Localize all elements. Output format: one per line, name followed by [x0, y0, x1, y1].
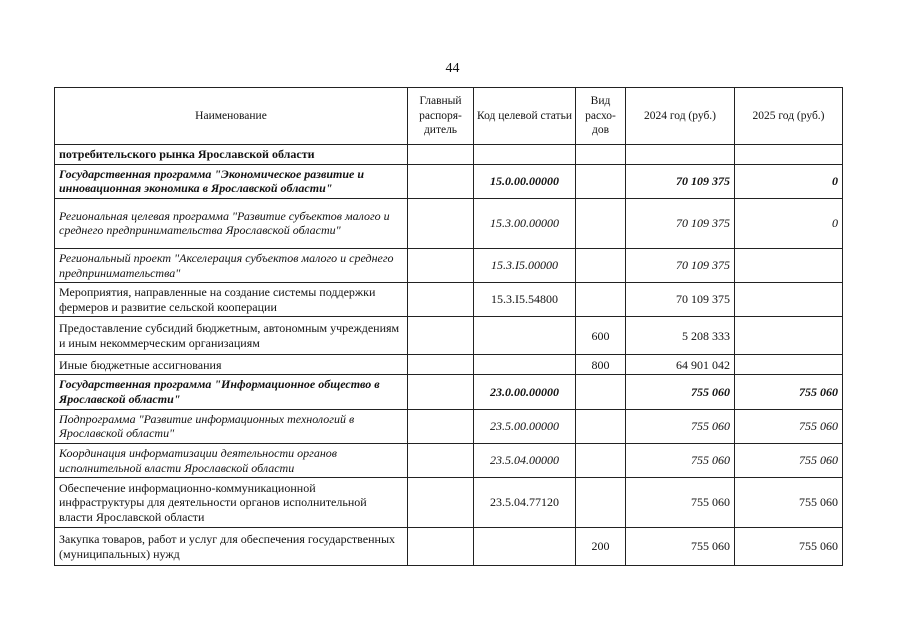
table-row: [55, 443, 843, 477]
header-type: Вид расхо-дов: [576, 88, 626, 145]
table-header-row: [55, 88, 843, 145]
cell-y2025: [735, 283, 843, 317]
cell-y2024: 70 109 375: [626, 164, 735, 198]
cell-name: Региональная целевая программа "Развитие субъектов малого и среднего предпринимательства Ярославской области": [55, 198, 408, 248]
table-row: [55, 409, 843, 443]
cell-y2024: 755 060: [626, 375, 735, 409]
cell-code: 15.3.00.00000: [474, 198, 576, 248]
cell-type: [576, 145, 626, 165]
header-2025: 2025 год (руб.): [735, 88, 843, 145]
cell-type: [576, 443, 626, 477]
table-row: [55, 375, 843, 409]
cell-y2024: 755 060: [626, 528, 735, 566]
cell-admin: [408, 248, 474, 282]
cell-name: Координация информатизации деятельности органов исполнительной власти Ярославской области: [55, 443, 408, 477]
cell-y2025: 755 060: [735, 528, 843, 566]
budget-table: [54, 87, 843, 566]
table-row: [55, 355, 843, 375]
table-row: [55, 317, 843, 355]
cell-y2024: 64 901 042: [626, 355, 735, 375]
cell-admin: [408, 528, 474, 566]
cell-y2024: 755 060: [626, 443, 735, 477]
cell-type: [576, 478, 626, 528]
cell-name: Государственная программа "Информационное общество в Ярославской области": [55, 375, 408, 409]
cell-y2025: [735, 145, 843, 165]
cell-code: [474, 528, 576, 566]
cell-type: [576, 198, 626, 248]
cell-admin: [408, 164, 474, 198]
cell-code: 23.5.04.77120: [474, 478, 576, 528]
table-row: [55, 528, 843, 566]
cell-type: 800: [576, 355, 626, 375]
header-2024: 2024 год (руб.): [626, 88, 735, 145]
cell-code: 23.0.00.00000: [474, 375, 576, 409]
cell-name: Иные бюджетные ассигнования: [55, 355, 408, 375]
table-row: [55, 248, 843, 282]
cell-code: 15.3.I5.00000: [474, 248, 576, 282]
cell-code: [474, 317, 576, 355]
cell-admin: [408, 145, 474, 165]
cell-name: Региональный проект "Акселерация субъектов малого и среднего предпринимательства": [55, 248, 408, 282]
cell-type: [576, 409, 626, 443]
cell-type: 600: [576, 317, 626, 355]
cell-name: Государственная программа "Экономическое развитие и инновационная экономика в Ярославской области": [55, 164, 408, 198]
cell-code: [474, 355, 576, 375]
cell-code: [474, 145, 576, 165]
cell-name: Мероприятия, направленные на создание системы поддержки фермеров и развитие сельской кооперации: [55, 283, 408, 317]
cell-y2025: [735, 317, 843, 355]
cell-y2024: 5 208 333: [626, 317, 735, 355]
table-row: [55, 198, 843, 248]
cell-code: 15.0.00.00000: [474, 164, 576, 198]
cell-y2025: 755 060: [735, 478, 843, 528]
table-row: [55, 478, 843, 528]
cell-y2025: 0: [735, 198, 843, 248]
table-row: [55, 164, 843, 198]
cell-name: Предоставление субсидий бюджетным, автономным учреждениям и иным некоммерческим организациям: [55, 317, 408, 355]
cell-admin: [408, 198, 474, 248]
cell-y2025: 755 060: [735, 409, 843, 443]
cell-y2025: 755 060: [735, 443, 843, 477]
cell-code: 23.5.00.00000: [474, 409, 576, 443]
cell-code: 23.5.04.00000: [474, 443, 576, 477]
page-number: 44: [445, 61, 460, 76]
cell-admin: [408, 409, 474, 443]
cell-name: потребительского рынка Ярославской области: [55, 145, 408, 165]
cell-y2025: [735, 355, 843, 375]
cell-type: 200: [576, 528, 626, 566]
cell-y2025: 0: [735, 164, 843, 198]
table-row: [55, 283, 843, 317]
cell-type: [576, 248, 626, 282]
cell-admin: [408, 443, 474, 477]
cell-code: 15.3.I5.54800: [474, 283, 576, 317]
cell-name: Закупка товаров, работ и услуг для обеспечения государственных (муниципальных) нужд: [55, 528, 408, 566]
cell-name: Обеспечение информационно-коммуникационной инфраструктуры для деятельности органов исполнительной власти Ярославской области: [55, 478, 408, 528]
cell-admin: [408, 317, 474, 355]
cell-y2024: [626, 145, 735, 165]
cell-type: [576, 283, 626, 317]
cell-y2024: 70 109 375: [626, 283, 735, 317]
cell-y2024: 755 060: [626, 478, 735, 528]
cell-name: Подпрограмма "Развитие информационных технологий в Ярославской области": [55, 409, 408, 443]
cell-admin: [408, 478, 474, 528]
header-name: Наименование: [55, 88, 408, 145]
cell-admin: [408, 375, 474, 409]
cell-admin: [408, 355, 474, 375]
header-code: Код целевой статьи: [474, 88, 576, 145]
cell-admin: [408, 283, 474, 317]
table-body: [55, 145, 843, 566]
cell-y2024: 70 109 375: [626, 198, 735, 248]
table-row: [55, 145, 843, 165]
cell-y2025: [735, 248, 843, 282]
header-admin: Главный распоря-дитель: [408, 88, 474, 145]
cell-type: [576, 375, 626, 409]
cell-type: [576, 164, 626, 198]
cell-y2024: 70 109 375: [626, 248, 735, 282]
cell-y2024: 755 060: [626, 409, 735, 443]
cell-y2025: 755 060: [735, 375, 843, 409]
